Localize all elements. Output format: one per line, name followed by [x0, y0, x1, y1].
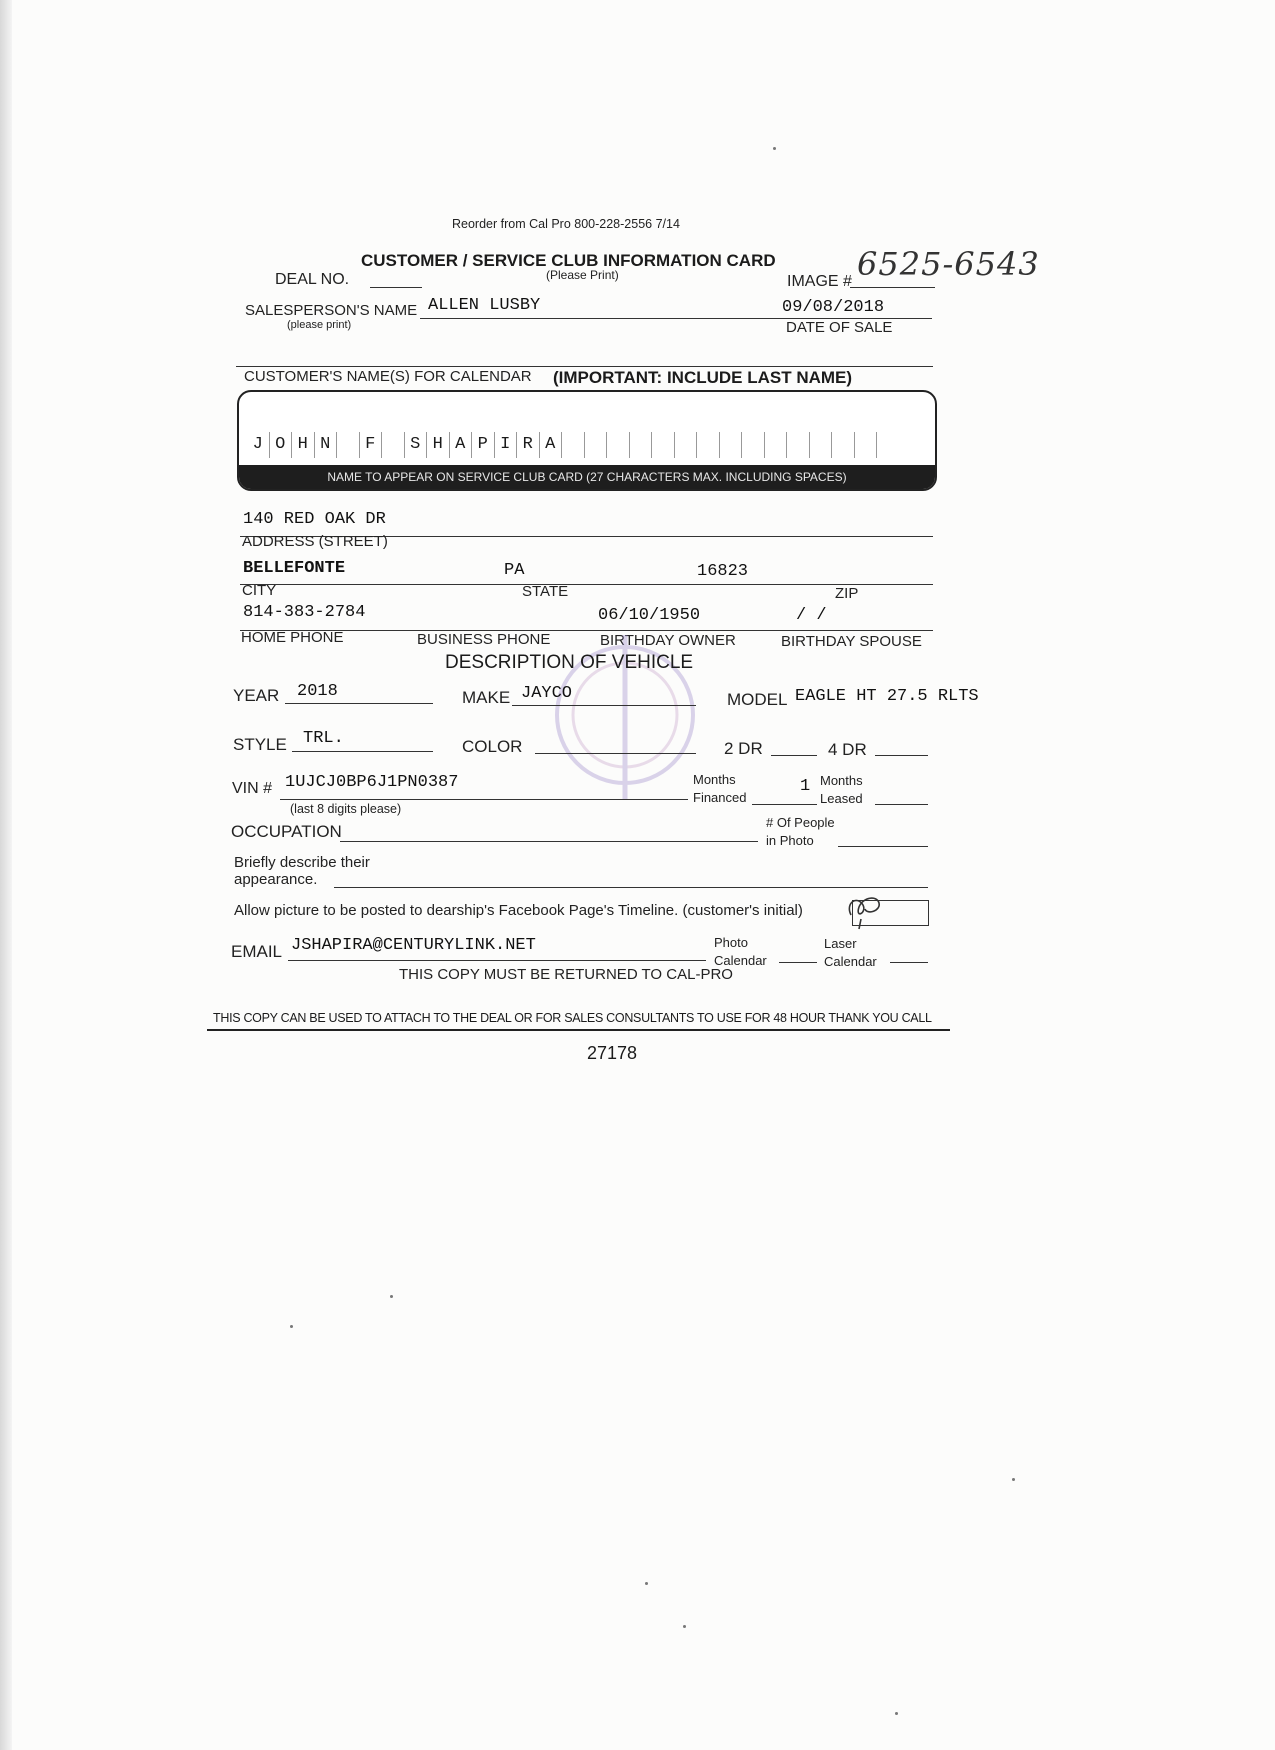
please-print-note: (Please Print): [546, 268, 619, 282]
salesperson-label: SALESPERSON'S NAME: [245, 302, 418, 319]
calendar-name-line: [236, 366, 933, 367]
vin-value: 1UJCJ0BP6J1PN0387: [285, 773, 459, 792]
name-character-cell: R: [517, 432, 540, 458]
name-character-cell: I: [495, 432, 518, 458]
months-financed-label-b: Financed: [693, 790, 747, 805]
name-character-cell: P: [472, 432, 495, 458]
appearance-line: [334, 887, 928, 888]
name-character-cell: [697, 432, 720, 458]
months-financed-line: [752, 804, 817, 805]
name-character-cell: J: [247, 432, 270, 458]
important-note: (IMPORTANT: INCLUDE LAST NAME): [553, 368, 853, 387]
state-label: STATE: [522, 583, 569, 600]
zip-label: ZIP: [835, 585, 859, 602]
make-label: MAKE: [462, 688, 511, 707]
customer-initial-signature: [843, 893, 918, 917]
style-value: TRL.: [303, 729, 344, 748]
name-character-cell: [607, 432, 630, 458]
two-door-line: [771, 755, 817, 756]
photo-calendar-line: [779, 962, 817, 963]
months-leased-label-a: Months: [820, 773, 863, 788]
state-value: PA: [504, 561, 525, 580]
name-character-cell: [675, 432, 698, 458]
scan-speck: [645, 1582, 648, 1585]
laser-calendar-label-a: Laser: [824, 936, 857, 951]
home-phone-label: HOME PHONE: [241, 629, 344, 646]
return-note: THIS COPY MUST BE RETURNED TO CAL-PRO: [399, 966, 733, 983]
footer-note: THIS COPY CAN BE USED TO ATTACH TO THE DEAL OR FOR SALES CONSULTANTS TO USE FOR 48 HOUR THANK YOU CALL: [213, 1011, 932, 1025]
months-leased-value: 1: [800, 777, 811, 796]
scan-speck: [290, 1325, 293, 1328]
scan-speck: [773, 147, 776, 150]
model-value: EAGLE HT 27.5 RLTS: [795, 687, 979, 706]
people-label-b: in Photo: [766, 833, 814, 848]
customer-initial-box: [852, 900, 929, 926]
name-character-cell: [652, 432, 675, 458]
year-line: [285, 703, 433, 704]
year-label: YEAR: [233, 686, 280, 705]
form-number: 27178: [587, 1043, 638, 1063]
name-character-cells: [247, 432, 877, 460]
people-line: [838, 846, 928, 847]
name-character-cell: [832, 432, 855, 458]
scan-speck: [683, 1625, 686, 1628]
name-character-cell: [810, 432, 833, 458]
model-label: MODEL: [727, 690, 788, 709]
date-of-sale-value: 09/08/2018: [782, 298, 885, 317]
laser-calendar-label-b: Calendar: [824, 954, 877, 969]
name-character-cell: [337, 432, 360, 458]
reorder-note: Reorder from Cal Pro 800-228-2556 7/14: [452, 217, 680, 231]
four-door-line: [875, 755, 928, 756]
color-label: COLOR: [462, 737, 523, 756]
name-character-cell: N: [315, 432, 338, 458]
months-leased-label-b: Leased: [820, 791, 863, 806]
color-line: [535, 753, 696, 754]
home-phone-value: 814-383-2784: [243, 603, 366, 622]
name-character-cell: [787, 432, 810, 458]
footer-rule: [207, 1029, 950, 1031]
email-value: JSHAPIRA@CENTURYLINK.NET: [291, 936, 536, 955]
name-character-cell: [765, 432, 788, 458]
people-label-a: # Of People: [766, 815, 835, 830]
birthday-spouse-label: BIRTHDAY SPOUSE: [781, 633, 922, 650]
city-value: BELLEFONTE: [243, 559, 346, 578]
form-title: CUSTOMER / SERVICE CLUB INFORMATION CARD: [361, 251, 776, 270]
image-number-handwritten: 6525-6543: [857, 245, 1040, 283]
deal-no-label: DEAL NO.: [275, 271, 350, 288]
image-line: [850, 287, 935, 288]
name-character-cell: [585, 432, 608, 458]
vehicle-heading: DESCRIPTION OF VEHICLE: [445, 652, 694, 673]
scan-edge: [0, 0, 12, 1750]
appearance-label-b: appearance.: [234, 871, 318, 888]
service-club-name-box: [237, 390, 937, 491]
deal-no-line: [370, 287, 422, 288]
make-line: [512, 705, 696, 706]
email-line: [288, 960, 706, 961]
months-financed-label-a: Months: [693, 772, 736, 787]
vin-sub-note: (last 8 digits please): [290, 802, 402, 816]
salesperson-value: ALLEN LUSBY: [428, 296, 541, 315]
cal-pro-watermark-logo: [545, 615, 705, 815]
name-character-cell: [720, 432, 743, 458]
photo-calendar-label-a: Photo: [714, 935, 748, 950]
scan-speck: [1012, 1478, 1015, 1481]
name-character-cell: H: [292, 432, 315, 458]
salesperson-sub: (please print): [287, 319, 352, 331]
zip-value: 16823: [697, 562, 749, 581]
photo-calendar-label-b: Calendar: [714, 953, 767, 968]
occupation-label: OCCUPATION: [231, 822, 342, 841]
appearance-label-a: Briefly describe their: [234, 854, 370, 871]
scan-speck: [390, 1295, 393, 1298]
image-label: IMAGE #: [787, 273, 852, 290]
laser-calendar-line: [890, 962, 928, 963]
email-label: EMAIL: [231, 942, 283, 961]
street-value: 140 RED OAK DR: [243, 510, 386, 529]
make-value: JAYCO: [521, 684, 573, 703]
months-leased-line: [875, 804, 928, 805]
city-line: [240, 584, 933, 585]
business-phone-label: BUSINESS PHONE: [417, 631, 551, 648]
style-line: [292, 751, 433, 752]
calendar-name-label: CUSTOMER'S NAME(S) FOR CALENDAR: [244, 368, 532, 385]
card-footer-bar: NAME TO APPEAR ON SERVICE CLUB CARD (27 CHARACTERS MAX. INCLUDING SPACES): [239, 465, 935, 489]
birthday-owner-value: 06/10/1950: [598, 606, 701, 625]
scan-speck: [895, 1712, 898, 1715]
facebook-consent-label: Allow picture to be posted to dearship's Facebook Page's Timeline. (customer's initial): [234, 902, 803, 919]
city-label: CITY: [242, 582, 277, 599]
vin-label: VIN #: [232, 780, 273, 797]
year-value: 2018: [297, 682, 338, 701]
street-label: ADDRESS (STREET): [242, 533, 388, 550]
name-character-cell: [562, 432, 585, 458]
name-character-cell: A: [540, 432, 563, 458]
name-character-cell: [630, 432, 653, 458]
name-character-cell: [742, 432, 765, 458]
four-door-label: 4 DR: [828, 740, 867, 759]
two-door-label: 2 DR: [724, 739, 763, 758]
vin-line: [280, 799, 688, 800]
name-character-cell: A: [450, 432, 473, 458]
name-character-cell: H: [427, 432, 450, 458]
birthday-owner-label: BIRTHDAY OWNER: [600, 632, 736, 649]
date-of-sale-label: DATE OF SALE: [786, 319, 893, 336]
style-label: STYLE: [233, 735, 287, 754]
name-character-cell: O: [270, 432, 293, 458]
name-character-cell: F: [360, 432, 383, 458]
occupation-line: [340, 841, 758, 842]
name-character-cell: [855, 432, 878, 458]
name-character-cell: S: [405, 432, 428, 458]
name-character-cell: [382, 432, 405, 458]
birthday-spouse-value: / /: [796, 606, 827, 625]
